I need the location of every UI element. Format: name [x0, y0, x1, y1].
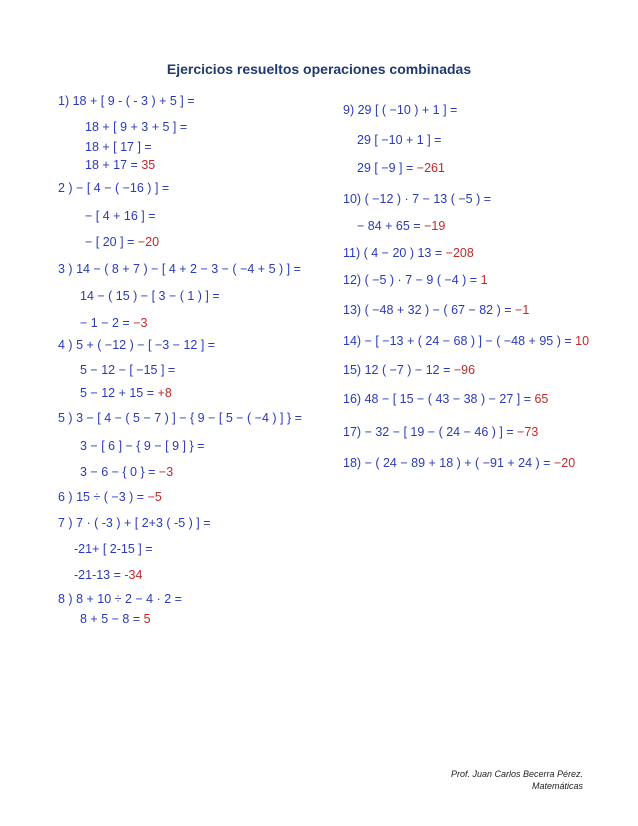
exercise-number: 13) — [343, 303, 362, 317]
right-line — [343, 424, 538, 440]
exercise-number: 18) — [343, 456, 362, 470]
right-line — [357, 132, 441, 148]
result-value: +8 — [157, 386, 172, 400]
result-value: −261 — [416, 161, 445, 175]
exercise-number: 11) — [343, 246, 361, 260]
exercise-number: 9) — [343, 103, 355, 117]
right-line — [343, 245, 474, 261]
result-value: −19 — [424, 219, 446, 233]
exercise-number: 4 ) — [58, 338, 73, 352]
exercise-number: 15) — [343, 363, 362, 377]
expression: ( 4 − 20 ) 13 = — [363, 246, 443, 260]
expression: − [ −13 + ( 24 − 68 ) ] − ( −48 + 95 ) = — [364, 334, 572, 348]
result-value: -34 — [124, 568, 143, 582]
result-value: 10 — [575, 334, 590, 348]
exercise-number: 7 ) — [58, 516, 73, 530]
exercise-number: 17) — [343, 425, 362, 439]
left-line — [80, 288, 220, 304]
expression: − 32 − [ 19 − ( 24 − 46 ) ] = — [364, 425, 514, 439]
exercise-number: 3 ) — [58, 262, 73, 276]
left-line — [58, 410, 302, 426]
expression: 18 + [ 17 ] = — [85, 140, 152, 154]
left-line — [80, 611, 151, 627]
expression: ( −5 ) · 7 − 9 ( −4 ) = — [364, 273, 478, 287]
expression: − [ 4 + 16 ] = — [85, 209, 156, 223]
expression: 12 ( −7 ) − 12 = — [364, 363, 451, 377]
result-value: −3 — [133, 316, 148, 330]
expression: -21+ [ 2-15 ] = — [74, 542, 153, 556]
exercise-number: 12) — [343, 273, 362, 287]
exercise-number: 10) — [343, 192, 362, 206]
expression: 5 − 12 − [ −15 ] = — [80, 363, 176, 377]
right-line — [357, 218, 445, 234]
result-value: 1 — [480, 273, 488, 287]
exercise-number: 6 ) — [58, 490, 73, 504]
expression: 48 − [ 15 − ( 43 − 38 ) − 27 ] = — [364, 392, 531, 406]
exercise-number: 8 ) — [58, 592, 73, 606]
footer-author: Prof. Juan Carlos Becerra Pérez. — [450, 769, 583, 779]
left-line — [80, 362, 175, 378]
right-line — [343, 455, 575, 471]
expression: ( −48 + 32 ) − ( 67 − 82 ) = — [364, 303, 512, 317]
expression: -21-13 = — [74, 568, 121, 582]
expression: 15 ÷ ( −3 ) = — [76, 490, 145, 504]
expression: 8 + 5 − 8 = — [80, 612, 141, 626]
page-title: Ejercicios resueltos operaciones combinadas — [166, 61, 472, 77]
right-line — [343, 391, 548, 407]
expression: ( −12 ) · 7 − 13 ( −5 ) = — [364, 192, 492, 206]
right-line — [357, 160, 445, 176]
expression: 3 − 6 − { 0 } = — [80, 465, 156, 479]
result-value: 5 — [143, 612, 151, 626]
left-line — [58, 337, 215, 353]
expression: 14 − ( 8 + 7 ) − [ 4 + 2 − 3 − ( −4 + 5 ) ] = — [76, 262, 301, 276]
expression: 14 − ( 15 ) − [ 3 − ( 1 ) ] = — [80, 289, 220, 303]
result-value: −5 — [147, 490, 162, 504]
expression: 8 + 10 ÷ 2 − 4 · 2 = — [76, 592, 182, 606]
expression: 18 + [ 9 + 3 + 5 ] = — [85, 120, 188, 134]
right-line — [343, 362, 475, 378]
right-line — [343, 102, 457, 118]
result-value: −208 — [445, 246, 474, 260]
expression: 3 − [ 4 − ( 5 − 7 ) ] − { 9 − [ 5 − ( −4 ) ] } = — [76, 411, 302, 425]
result-value: −96 — [453, 363, 476, 377]
expression: 29 [ −10 + 1 ] = — [357, 133, 442, 147]
right-line — [343, 191, 491, 207]
left-line — [80, 315, 147, 331]
expression: − 84 + 65 = — [357, 219, 421, 233]
left-line — [58, 489, 162, 505]
left-line — [58, 261, 301, 277]
expression: 29 [ ( −10 ) + 1 ] = — [357, 103, 458, 117]
exercise-number: 5 ) — [58, 411, 73, 425]
left-line — [58, 515, 211, 531]
left-line — [85, 208, 156, 224]
expression: 18 + [ 9 - ( - 3 ) + 5 ] = — [72, 94, 195, 108]
right-line — [343, 302, 529, 318]
exercise-number: 1) — [58, 94, 70, 108]
expression: − [ 4 − ( −16 ) ] = — [76, 181, 170, 195]
left-line — [58, 93, 195, 109]
result-value: −1 — [515, 303, 530, 317]
expression: 7 · ( -3 ) + [ 2+3 ( -5 ) ] = — [76, 516, 211, 530]
exercise-number: 16) — [343, 392, 362, 406]
left-line — [80, 385, 172, 401]
left-line — [85, 139, 152, 155]
right-line — [343, 272, 488, 288]
expression: − ( 24 − 89 + 18 ) + ( −91 + 24 ) = — [364, 456, 551, 470]
expression: 29 [ −9 ] = — [357, 161, 414, 175]
left-line — [74, 541, 153, 557]
left-line — [74, 567, 142, 583]
right-line — [343, 333, 589, 349]
left-line — [85, 157, 155, 173]
left-line — [80, 438, 204, 454]
result-value: −20 — [553, 456, 576, 470]
result-value: 65 — [534, 392, 549, 406]
exercise-number: 2 ) — [58, 181, 73, 195]
result-value: −3 — [158, 465, 174, 479]
expression: − 1 − 2 = — [80, 316, 130, 330]
result-value: −20 — [137, 235, 160, 249]
footer-subject: Matemáticas — [531, 781, 583, 791]
left-line — [85, 234, 159, 250]
exercise-number: 14) — [343, 334, 362, 348]
expression: 3 − [ 6 ] − { 9 − [ 9 ] } = — [80, 439, 205, 453]
expression: 5 − 12 + 15 = — [80, 386, 155, 400]
expression: 18 + 17 = — [85, 158, 138, 172]
result-value: 35 — [141, 158, 156, 172]
left-line — [80, 464, 173, 480]
left-line — [85, 119, 187, 135]
result-value: −73 — [517, 425, 539, 439]
expression: − [ 20 ] = — [85, 235, 135, 249]
expression: 5 + ( −12 ) − [ −3 − 12 ] = — [76, 338, 216, 352]
left-line — [58, 591, 182, 607]
left-line — [58, 180, 169, 196]
